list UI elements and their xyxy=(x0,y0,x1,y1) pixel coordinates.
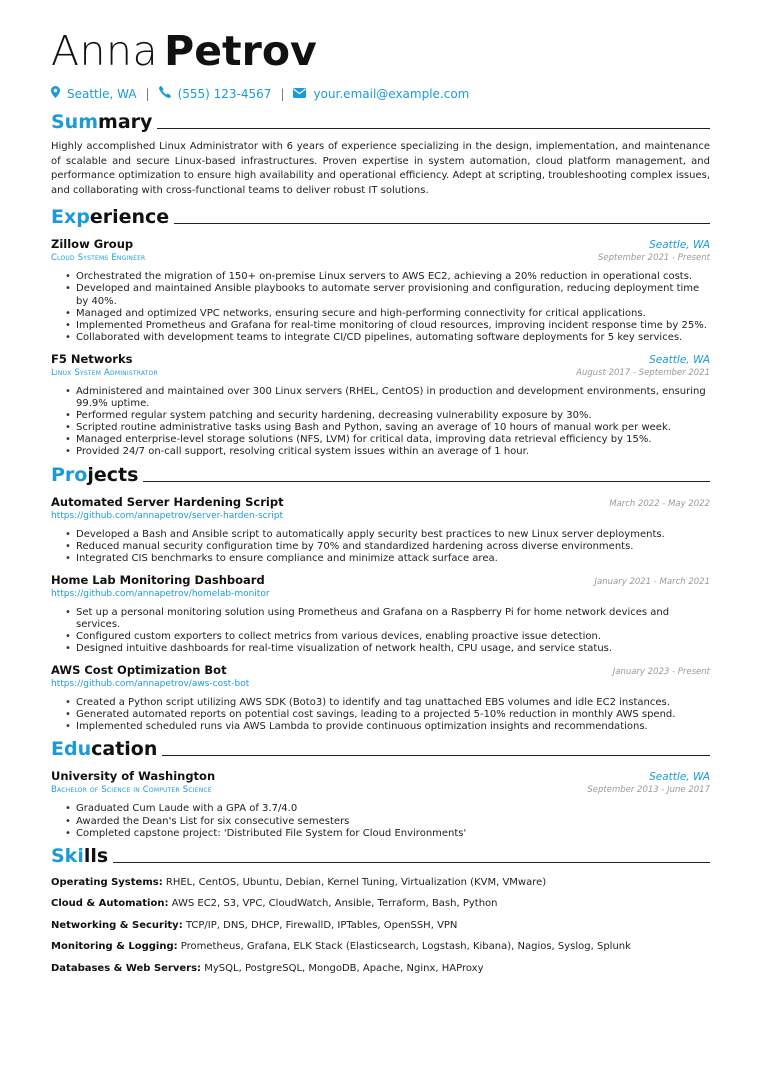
list-item: • Configured custom exporters to collect metrics from various devices, enabling proactive issue detection. xyxy=(76,631,710,643)
projects-heading xyxy=(51,463,710,487)
list-item: • Managed and optimized VPC networks, ensuring secure and high-performing connectivity for critical applications. xyxy=(76,308,710,320)
list-item: • Managed enterprise-level storage solutions (NFS, LVM) for critical data, improving data retrieval efficiency by 15%. xyxy=(76,434,710,446)
section-title: Skills xyxy=(51,844,109,867)
company-name: Zillow Group xyxy=(51,237,134,252)
project-link[interactable]: https://github.com/annapetrov/homelab-monitor xyxy=(51,588,270,599)
entry-dates: September 2021 - Present xyxy=(597,253,710,264)
project-entry xyxy=(51,663,710,733)
entry-dates: September 2013 - June 2017 xyxy=(587,785,710,796)
school-name: University of Washington xyxy=(51,769,216,784)
education-heading xyxy=(51,737,710,761)
email-text: your.email@example.com xyxy=(313,87,470,101)
section-title: Education xyxy=(51,738,158,761)
section-rule xyxy=(157,128,710,129)
bullet-list xyxy=(51,697,710,733)
section-rule xyxy=(174,223,710,224)
skill-row xyxy=(51,940,710,953)
map-marker-icon xyxy=(51,86,60,102)
list-item: • Awarded the Dean's List for six consecutive semesters xyxy=(76,816,710,828)
experience-entry xyxy=(51,352,710,459)
summary-text: Highly accomplished Linux Administrator with 6 years of experience specializing in the design, implementation, and maintenance of scalable and secure Linux-based infrastructures. Proven expertise in system automation, cloud platform management, and performance optimization to ensure high availability and operational efficiency. Adept at scripting, troubleshooting complex issues, and collaborating with cross-functional teams to deliver robust IT solutions. xyxy=(51,141,710,196)
skill-label: Operating Systems: xyxy=(51,876,163,888)
list-item: • Generated automated reports on potential cost savings, leading to a projected 5-10% reduction in monthly AWS spend. xyxy=(76,709,710,721)
job-title: Cloud Systems Engineer xyxy=(51,253,146,264)
contact-separator: | xyxy=(280,87,285,101)
project-name: Home Lab Monitoring Dashboard xyxy=(51,572,265,587)
list-item: • Implemented scheduled runs via AWS Lambda to provide continuous optimization insights and recommendations. xyxy=(76,721,710,733)
list-item: • Performed regular system patching and security hardening, decreasing vulnerability exposure by 30%. xyxy=(76,410,710,422)
section-rule xyxy=(143,481,710,482)
project-entry xyxy=(51,573,710,655)
project-link[interactable]: https://github.com/annapetrov/server-harden-script xyxy=(51,510,284,521)
job-title: Linux System Administrator xyxy=(51,367,158,378)
contact-line xyxy=(51,86,710,102)
skill-row xyxy=(51,962,710,975)
skill-value: Prometheus, Grafana, ELK Stack (Elasticsearch, Logstash, Kibana), Nagios, Syslog, Splunk xyxy=(180,941,631,953)
skill-value: AWS EC2, S3, VPC, CloudWatch, Ansible, Terraform, Bash, Python xyxy=(171,898,498,910)
list-item: • Collaborated with development teams to integrate CI/CD pipelines, automating software deployments for 5 key services. xyxy=(76,332,710,344)
project-link[interactable]: https://github.com/annapetrov/aws-cost-bot xyxy=(51,679,250,690)
section-rule xyxy=(162,755,710,756)
skill-row xyxy=(51,876,710,889)
list-item: • Set up a personal monitoring solution using Prometheus and Grafana on a Raspberry Pi for home network devices and services. xyxy=(76,607,710,631)
section-rule xyxy=(113,862,710,863)
list-item: • Scripted routine administrative tasks using Bash and Python, saving an average of 10 hours of manual work per week. xyxy=(76,422,710,434)
location-item xyxy=(51,86,137,102)
skills-list xyxy=(51,876,710,975)
contact-separator: | xyxy=(145,87,150,101)
bullet-list xyxy=(51,529,710,565)
bullet-list xyxy=(51,803,710,839)
entry-location: Seattle, WA xyxy=(649,771,710,784)
project-name: AWS Cost Optimization Bot xyxy=(51,663,227,678)
entry-location: Seattle, WA xyxy=(649,239,710,252)
company-name: F5 Networks xyxy=(51,351,133,366)
skills-heading xyxy=(51,844,710,868)
project-entry xyxy=(51,495,710,565)
experience-heading xyxy=(51,205,710,229)
section-title: Projects xyxy=(51,463,139,486)
email-item[interactable] xyxy=(293,86,469,102)
skill-label: Networking & Security: xyxy=(51,919,183,931)
degree: Bachelor of Science in Computer Science xyxy=(51,785,212,796)
entry-dates: January 2023 - Present xyxy=(612,667,710,678)
entry-dates: August 2017 - September 2021 xyxy=(576,367,710,378)
summary-heading xyxy=(51,110,710,134)
list-item: • Reduced manual security configuration time by 70% and standardized hardening across diverse environments. xyxy=(76,541,710,553)
envelope-icon xyxy=(293,86,306,102)
list-item: • Graduated Cum Laude with a GPA of 3.7/4.0 xyxy=(76,803,710,815)
skill-value: MySQL, PostgreSQL, MongoDB, Apache, Nginx, HAProxy xyxy=(204,962,484,974)
skill-label: Monitoring & Logging: xyxy=(51,941,178,953)
section-title: Summary xyxy=(51,111,153,133)
section-title: Experience xyxy=(51,206,170,229)
phone-item[interactable] xyxy=(159,86,272,102)
bullet-list xyxy=(51,607,710,655)
skill-value: RHEL, CentOS, Ubuntu, Debian, Kernel Tuning, Virtualization (KVM, VMware) xyxy=(165,876,547,888)
skill-row xyxy=(51,897,710,910)
phone-text: (555) 123-4567 xyxy=(177,87,272,101)
bullet-list xyxy=(51,386,710,459)
list-item: • Developed and maintained Ansible playbooks to automate server provisioning and configuration, reducing deployment time by 40%. xyxy=(76,283,710,307)
candidate-name xyxy=(51,28,710,74)
project-name: Automated Server Hardening Script xyxy=(51,494,284,509)
last-name: Petrov xyxy=(164,27,317,75)
list-item: • Integrated CIS benchmarks to ensure compliance and minimize attack surface area. xyxy=(76,553,710,565)
list-item: • Orchestrated the migration of 150+ on-premise Linux servers to AWS EC2, achieving a 20% reduction in operational costs. xyxy=(76,271,710,283)
entry-dates: January 2021 - March 2021 xyxy=(594,576,710,587)
entry-dates: March 2022 - May 2022 xyxy=(609,498,710,509)
list-item: • Designed intuitive dashboards for real-time visualization of network health, CPU usage, and service status. xyxy=(76,643,710,655)
list-item: • Provided 24/7 on-call support, resolving critical system issues within an average of 1 hour. xyxy=(76,446,710,458)
phone-icon xyxy=(159,86,171,102)
skill-row xyxy=(51,919,710,932)
first-name: Anna xyxy=(51,27,159,75)
list-item: • Created a Python script utilizing AWS SDK (Boto3) to identify and tag unattached EBS volumes and idle EC2 instances. xyxy=(76,697,710,709)
skill-label: Databases & Web Servers: xyxy=(51,962,202,974)
list-item: • Developed a Bash and Ansible script to automatically apply security best practices to new Linux server deployments. xyxy=(76,529,710,541)
list-item: • Administered and maintained over 300 Linux servers (RHEL, CentOS) in production and development environments, ensuring 99.9% uptime. xyxy=(76,386,710,410)
bullet-list xyxy=(51,271,710,344)
experience-entry xyxy=(51,237,710,344)
entry-location: Seattle, WA xyxy=(649,353,710,366)
skill-value: TCP/IP, DNS, DHCP, FirewallD, IPTables, OpenSSH, VPN xyxy=(185,919,458,931)
skill-label: Cloud & Automation: xyxy=(51,898,169,910)
list-item: • Implemented Prometheus and Grafana for real-time monitoring of cloud resources, improving incident response time by 25%. xyxy=(76,320,710,332)
list-item: • Completed capstone project: 'Distributed File System for Cloud Environments' xyxy=(76,828,710,840)
education-entry xyxy=(51,769,710,839)
location-text: Seattle, WA xyxy=(67,87,137,101)
